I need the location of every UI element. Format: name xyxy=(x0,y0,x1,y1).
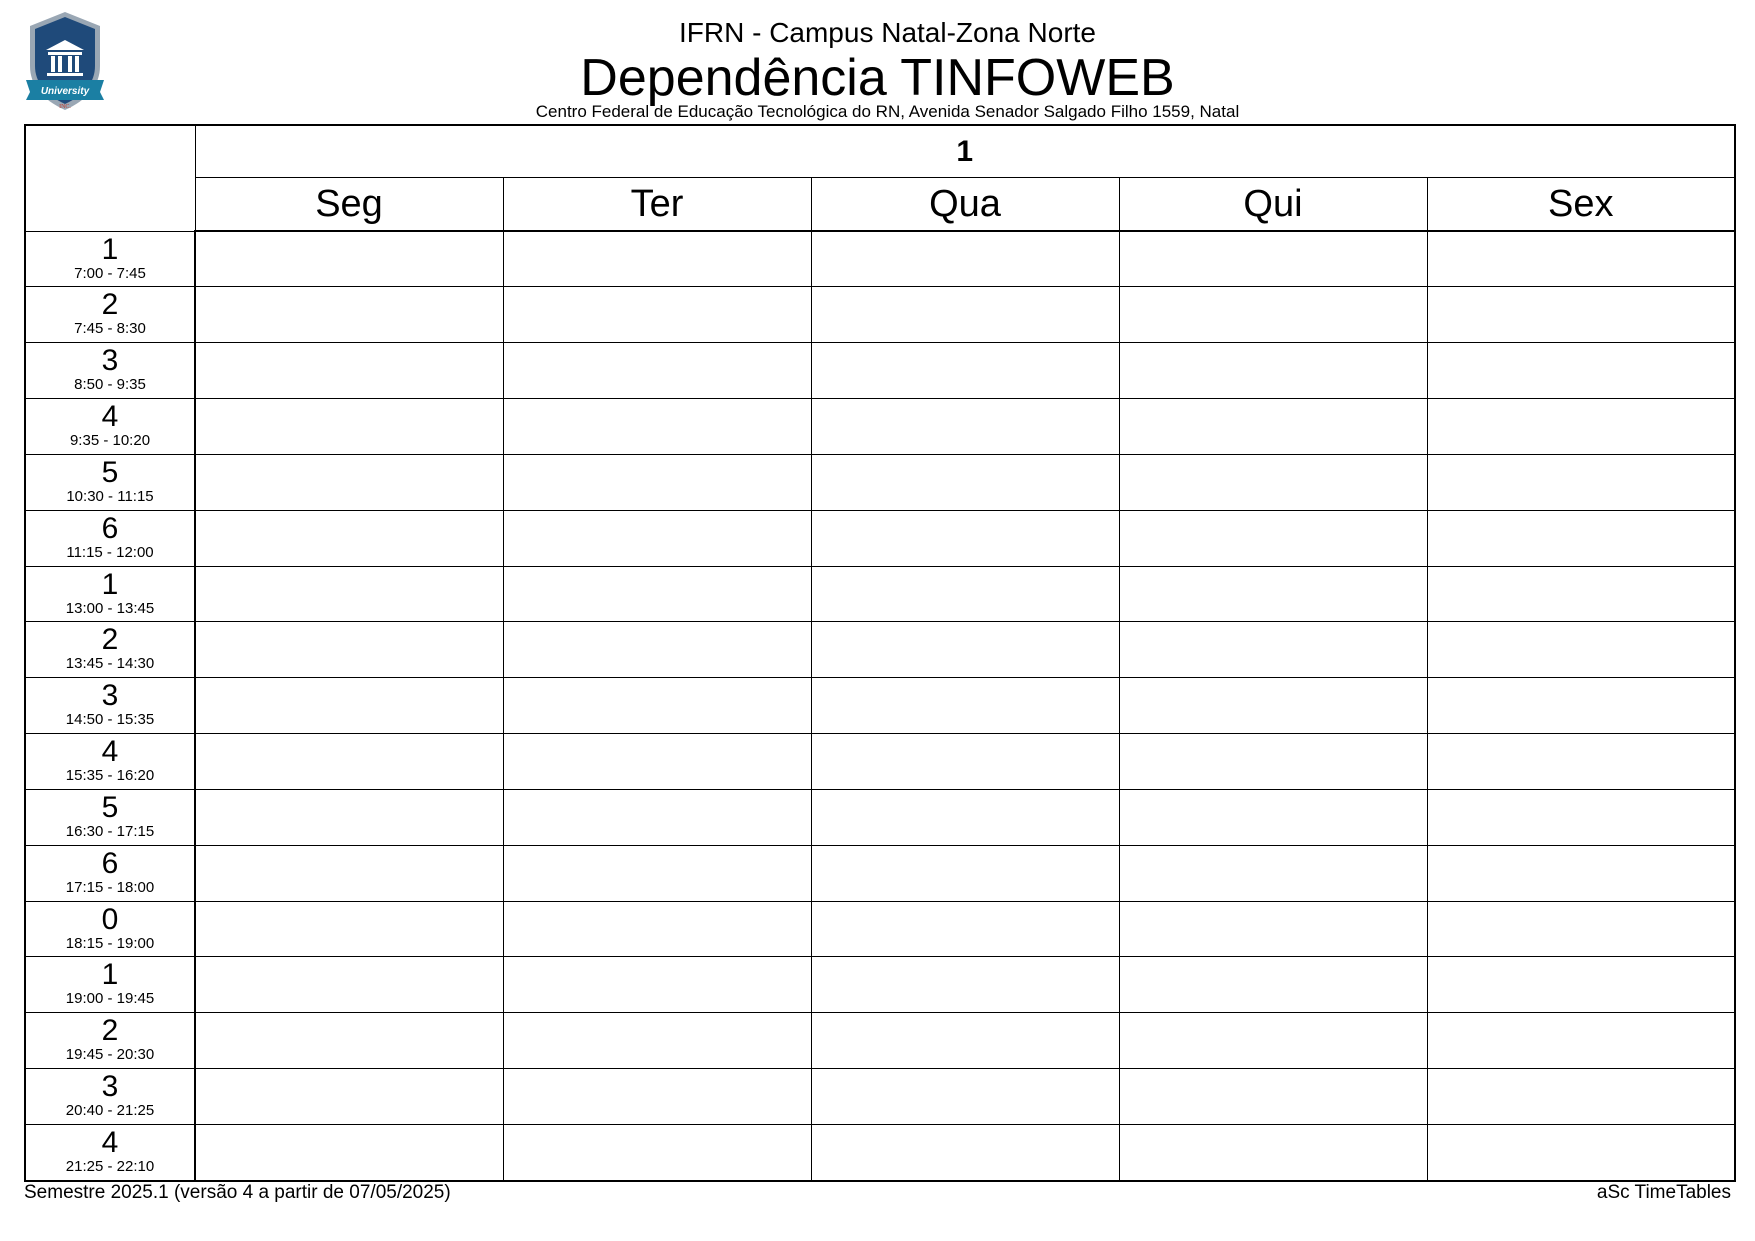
period-number: 3 xyxy=(101,1070,119,1104)
slot-ter xyxy=(503,678,811,734)
period-number: 4 xyxy=(101,1126,119,1159)
period-row xyxy=(25,343,1735,399)
period-row xyxy=(25,901,1735,957)
period-time: 11:15 - 12:00 xyxy=(66,543,154,561)
slot-qua xyxy=(811,678,1119,734)
period-time: 14:50 - 15:35 xyxy=(65,711,155,729)
period-row xyxy=(25,231,1735,287)
slot-sex xyxy=(1427,287,1735,343)
slot-ter xyxy=(503,901,811,957)
period-row xyxy=(25,1013,1735,1069)
period-label xyxy=(25,845,195,901)
slot-qui xyxy=(1119,1125,1427,1182)
slot-qua xyxy=(811,399,1119,455)
period-time: 20:40 - 21:25 xyxy=(65,1102,155,1120)
slot-qui xyxy=(1119,343,1427,399)
period-row xyxy=(25,1069,1735,1125)
slot-sex xyxy=(1427,957,1735,1013)
day-header-ter: Ter xyxy=(503,178,811,232)
period-row xyxy=(25,845,1735,901)
slot-seg xyxy=(195,734,503,790)
week-label: 1 xyxy=(195,125,1735,178)
period-number: 0 xyxy=(101,902,119,936)
slot-qua xyxy=(811,957,1119,1013)
slot-sex xyxy=(1427,789,1735,845)
slot-sex xyxy=(1427,510,1735,566)
slot-ter xyxy=(503,343,811,399)
period-label xyxy=(25,622,195,678)
slot-sex xyxy=(1427,678,1735,734)
period-row xyxy=(25,287,1735,343)
period-number: 4 xyxy=(101,735,119,769)
slot-ter xyxy=(503,622,811,678)
svg-text:University: University xyxy=(40,86,90,97)
period-label xyxy=(25,343,195,399)
period-label xyxy=(25,231,195,287)
slot-ter xyxy=(503,231,811,287)
svg-text:INC.: INC. xyxy=(59,104,71,110)
slot-ter xyxy=(503,287,811,343)
slot-seg xyxy=(195,566,503,622)
period-row xyxy=(25,957,1735,1013)
slot-qui xyxy=(1119,1069,1427,1125)
period-label xyxy=(25,734,195,790)
slot-qua xyxy=(811,566,1119,622)
slot-qua xyxy=(811,231,1119,287)
timetable-body xyxy=(25,231,1735,1181)
period-row xyxy=(25,622,1735,678)
slot-qua xyxy=(811,1069,1119,1125)
slot-ter xyxy=(503,1069,811,1125)
period-label xyxy=(25,287,195,343)
period-number: 5 xyxy=(101,455,119,489)
slot-seg xyxy=(195,789,503,845)
period-label xyxy=(25,678,195,734)
institution-address: Centro Federal de Educação Tecnológica do RN, Avenida Senador Salgado Filho 1559, Natal xyxy=(535,102,1240,121)
day-header-qua: Qua xyxy=(811,178,1119,232)
slot-qui xyxy=(1119,399,1427,455)
slot-ter xyxy=(503,789,811,845)
slot-qua xyxy=(811,1013,1119,1069)
period-label xyxy=(25,454,195,510)
slot-ter xyxy=(503,957,811,1013)
software-credit: aSc TimeTables xyxy=(1596,1182,1731,1203)
slot-seg xyxy=(195,399,503,455)
slot-qui xyxy=(1119,287,1427,343)
slot-seg xyxy=(195,231,503,287)
slot-qui xyxy=(1119,510,1427,566)
period-time: 9:35 - 10:20 xyxy=(69,432,151,450)
period-number: 6 xyxy=(101,511,119,545)
slot-qui xyxy=(1119,901,1427,957)
slot-ter xyxy=(503,845,811,901)
slot-sex xyxy=(1427,1125,1735,1182)
slot-ter xyxy=(503,454,811,510)
period-row xyxy=(25,566,1735,622)
period-number: 1 xyxy=(101,232,119,266)
slot-qui xyxy=(1119,1013,1427,1069)
slot-sex xyxy=(1427,901,1735,957)
period-number: 1 xyxy=(101,958,119,992)
slot-seg xyxy=(195,901,503,957)
period-time: 19:00 - 19:45 xyxy=(65,990,155,1008)
slot-sex xyxy=(1427,343,1735,399)
timetable-grid xyxy=(24,124,1736,1182)
slot-qui xyxy=(1119,789,1427,845)
slot-seg xyxy=(195,1125,503,1182)
slot-seg xyxy=(195,510,503,566)
slot-qua xyxy=(811,622,1119,678)
slot-qui xyxy=(1119,231,1427,287)
slot-qua xyxy=(811,789,1119,845)
day-header-sex: Sex xyxy=(1427,178,1735,232)
period-time: 17:15 - 18:00 xyxy=(65,878,155,896)
period-number: 3 xyxy=(101,344,119,378)
period-label xyxy=(25,901,195,957)
slot-qua xyxy=(811,734,1119,790)
page-title: Dependência TINFOWEB xyxy=(580,49,1175,107)
slot-qui xyxy=(1119,957,1427,1013)
period-number: 1 xyxy=(101,567,119,601)
slot-ter xyxy=(503,1125,811,1182)
period-time: 7:45 - 8:30 xyxy=(74,320,146,338)
slot-seg xyxy=(195,957,503,1013)
period-row xyxy=(25,734,1735,790)
slot-seg xyxy=(195,454,503,510)
campus-name: IFRN - Campus Natal-Zona Norte xyxy=(678,17,1096,48)
slot-ter xyxy=(503,1013,811,1069)
slot-seg xyxy=(195,343,503,399)
period-label xyxy=(25,399,195,455)
day-header-row xyxy=(25,178,1735,232)
period-label xyxy=(25,1069,195,1125)
period-number: 2 xyxy=(101,623,119,657)
slot-ter xyxy=(503,734,811,790)
slot-sex xyxy=(1427,1013,1735,1069)
period-row xyxy=(25,789,1735,845)
period-number: 2 xyxy=(101,1014,119,1048)
period-number: 5 xyxy=(101,790,119,824)
slot-sex xyxy=(1427,231,1735,287)
slot-qua xyxy=(811,510,1119,566)
corner-cell xyxy=(25,125,195,231)
period-time: 15:35 - 16:20 xyxy=(65,767,155,785)
period-label xyxy=(25,789,195,845)
period-time: 13:45 - 14:30 xyxy=(65,655,155,673)
period-label xyxy=(25,1125,195,1182)
period-time: 19:45 - 20:30 xyxy=(65,1046,155,1064)
period-time: 13:00 - 13:45 xyxy=(65,599,155,617)
period-number: 6 xyxy=(101,846,119,880)
period-row xyxy=(25,1125,1735,1182)
period-number: 4 xyxy=(101,400,119,434)
period-time: 18:15 - 19:00 xyxy=(65,934,155,952)
period-label xyxy=(25,566,195,622)
slot-qua xyxy=(811,287,1119,343)
day-header-qui: Qui xyxy=(1119,178,1427,232)
period-label xyxy=(25,510,195,566)
slot-qua xyxy=(811,901,1119,957)
semester-version-note: Semestre 2025.1 (versão 4 a partir de 07/05/2025) xyxy=(24,1182,451,1203)
period-time: 21:25 - 22:10 xyxy=(65,1158,155,1175)
slot-ter xyxy=(503,399,811,455)
slot-qui xyxy=(1119,845,1427,901)
slot-ter xyxy=(503,566,811,622)
slot-seg xyxy=(195,287,503,343)
period-label xyxy=(25,1013,195,1069)
period-row xyxy=(25,454,1735,510)
slot-sex xyxy=(1427,566,1735,622)
period-number: 3 xyxy=(101,679,119,713)
slot-sex xyxy=(1427,734,1735,790)
slot-sex xyxy=(1427,399,1735,455)
slot-sex xyxy=(1427,845,1735,901)
period-number: 2 xyxy=(101,288,119,322)
slot-ter xyxy=(503,510,811,566)
slot-qua xyxy=(811,343,1119,399)
day-header-seg: Seg xyxy=(195,178,503,232)
slot-seg xyxy=(195,845,503,901)
period-label xyxy=(25,957,195,1013)
period-time: 10:30 - 11:15 xyxy=(66,487,154,505)
slot-sex xyxy=(1427,622,1735,678)
period-time: 8:50 - 9:35 xyxy=(74,376,146,394)
slot-seg xyxy=(195,678,503,734)
slot-qui xyxy=(1119,566,1427,622)
slot-qui xyxy=(1119,734,1427,790)
period-time: 16:30 - 17:15 xyxy=(65,822,155,840)
period-time: 7:00 - 7:45 xyxy=(74,264,146,282)
slot-qui xyxy=(1119,678,1427,734)
slot-seg xyxy=(195,1013,503,1069)
period-row xyxy=(25,399,1735,455)
slot-sex xyxy=(1427,454,1735,510)
period-row xyxy=(25,510,1735,566)
slot-qui xyxy=(1119,622,1427,678)
slot-qui xyxy=(1119,454,1427,510)
slot-qua xyxy=(811,454,1119,510)
slot-qua xyxy=(811,845,1119,901)
slot-qua xyxy=(811,1125,1119,1182)
period-row xyxy=(25,678,1735,734)
slot-seg xyxy=(195,1069,503,1125)
slot-seg xyxy=(195,622,503,678)
slot-sex xyxy=(1427,1069,1735,1125)
